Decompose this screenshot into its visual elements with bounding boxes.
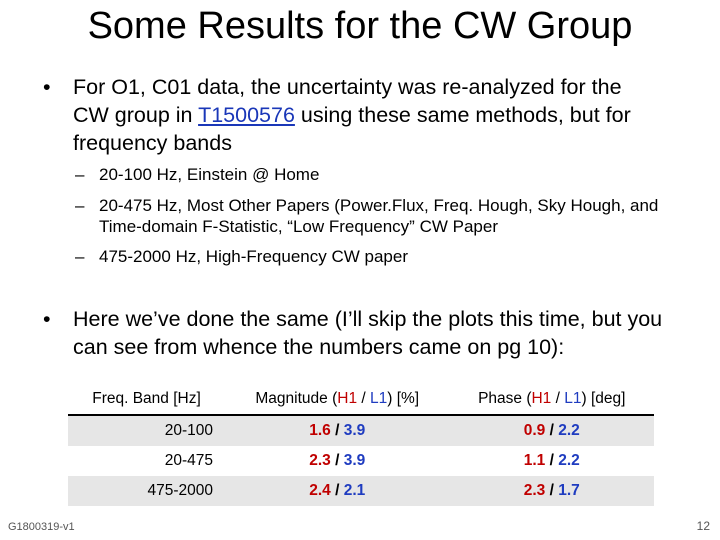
l1-value: 2.1 <box>343 482 366 499</box>
separator: / <box>330 452 344 469</box>
table-header-row <box>68 384 654 415</box>
subbullet-text: 475-2000 Hz, High-Frequency CW paper <box>99 247 408 266</box>
l1-value: 3.9 <box>343 452 366 469</box>
subbullet-text: 20-100 Hz, Einstein @ Home <box>99 165 320 184</box>
separator: / <box>357 390 370 407</box>
header-text: ) [deg] <box>581 390 626 407</box>
subbullet-marker: – <box>75 247 85 266</box>
phase-cell <box>450 476 655 506</box>
subbullet-marker: – <box>75 165 85 184</box>
subbullet-marker: – <box>75 196 85 215</box>
magnitude-cell <box>225 476 449 506</box>
header-text: Magnitude ( <box>255 390 338 407</box>
slide-title: Some Results for the CW Group <box>87 5 633 47</box>
band-cell: 20-100 <box>68 415 225 446</box>
h1-value: 2.3 <box>523 482 546 499</box>
magnitude-cell <box>225 446 449 476</box>
h1-value: 1.6 <box>309 422 331 439</box>
header-text: Phase ( <box>478 390 532 407</box>
separator: / <box>545 482 559 499</box>
subbullet-text: 20-475 Hz, Most Other Papers (Power.Flux, Freq. Hough, Sky Hough, and Time-domain F-Statistic, “Low Frequency” CW Paper <box>99 196 659 236</box>
h1-value: 2.4 <box>309 482 331 499</box>
magnitude-cell <box>225 415 449 446</box>
separator: / <box>330 422 344 439</box>
bullet-marker: • <box>43 75 51 99</box>
bullet-text: Here we’ve done the same (I’ll skip the plots this time, but you can see from whence the numbers came on pg 10): <box>73 307 663 359</box>
page-number: 12 <box>696 519 710 533</box>
h1-value: 0.9 <box>523 422 546 439</box>
results-table <box>68 384 654 506</box>
band-cell: 475-2000 <box>68 476 225 506</box>
document-link[interactable]: T1500576 <box>198 103 295 127</box>
table-row <box>68 415 654 446</box>
h1-label: H1 <box>337 390 358 407</box>
band-cell: 20-475 <box>164 452 214 469</box>
l1-value: 2.2 <box>558 452 580 469</box>
table-row <box>68 446 654 476</box>
l1-label: L1 <box>564 390 582 407</box>
separator: / <box>545 422 559 439</box>
h1-value: 2.3 <box>309 452 331 469</box>
bullet-marker: • <box>43 307 51 331</box>
document-id: G1800319-v1 <box>8 521 75 533</box>
header-text: ) [%] <box>387 390 420 407</box>
header-freq-band: Freq. Band [Hz] <box>68 384 225 415</box>
header-magnitude <box>225 384 449 415</box>
table-row <box>68 476 654 506</box>
phase-cell <box>450 446 655 476</box>
l1-value: 1.7 <box>558 482 580 499</box>
l1-label: L1 <box>370 390 388 407</box>
l1-value: 2.2 <box>558 422 580 439</box>
bullet-text-before: For O1, C01 data, the uncertainty was re-analyzed for the CW group in <box>73 75 622 127</box>
bullet-text-after: using these same methods, but for frequency bands <box>73 103 631 155</box>
h1-value: 1.1 <box>523 452 546 469</box>
separator: / <box>551 390 565 407</box>
header-phase <box>450 384 655 415</box>
h1-label: H1 <box>531 390 552 407</box>
separator: / <box>330 482 344 499</box>
bullet-text <box>73 73 663 157</box>
l1-value: 3.9 <box>343 422 366 439</box>
separator: / <box>545 452 559 469</box>
phase-cell <box>450 415 655 446</box>
